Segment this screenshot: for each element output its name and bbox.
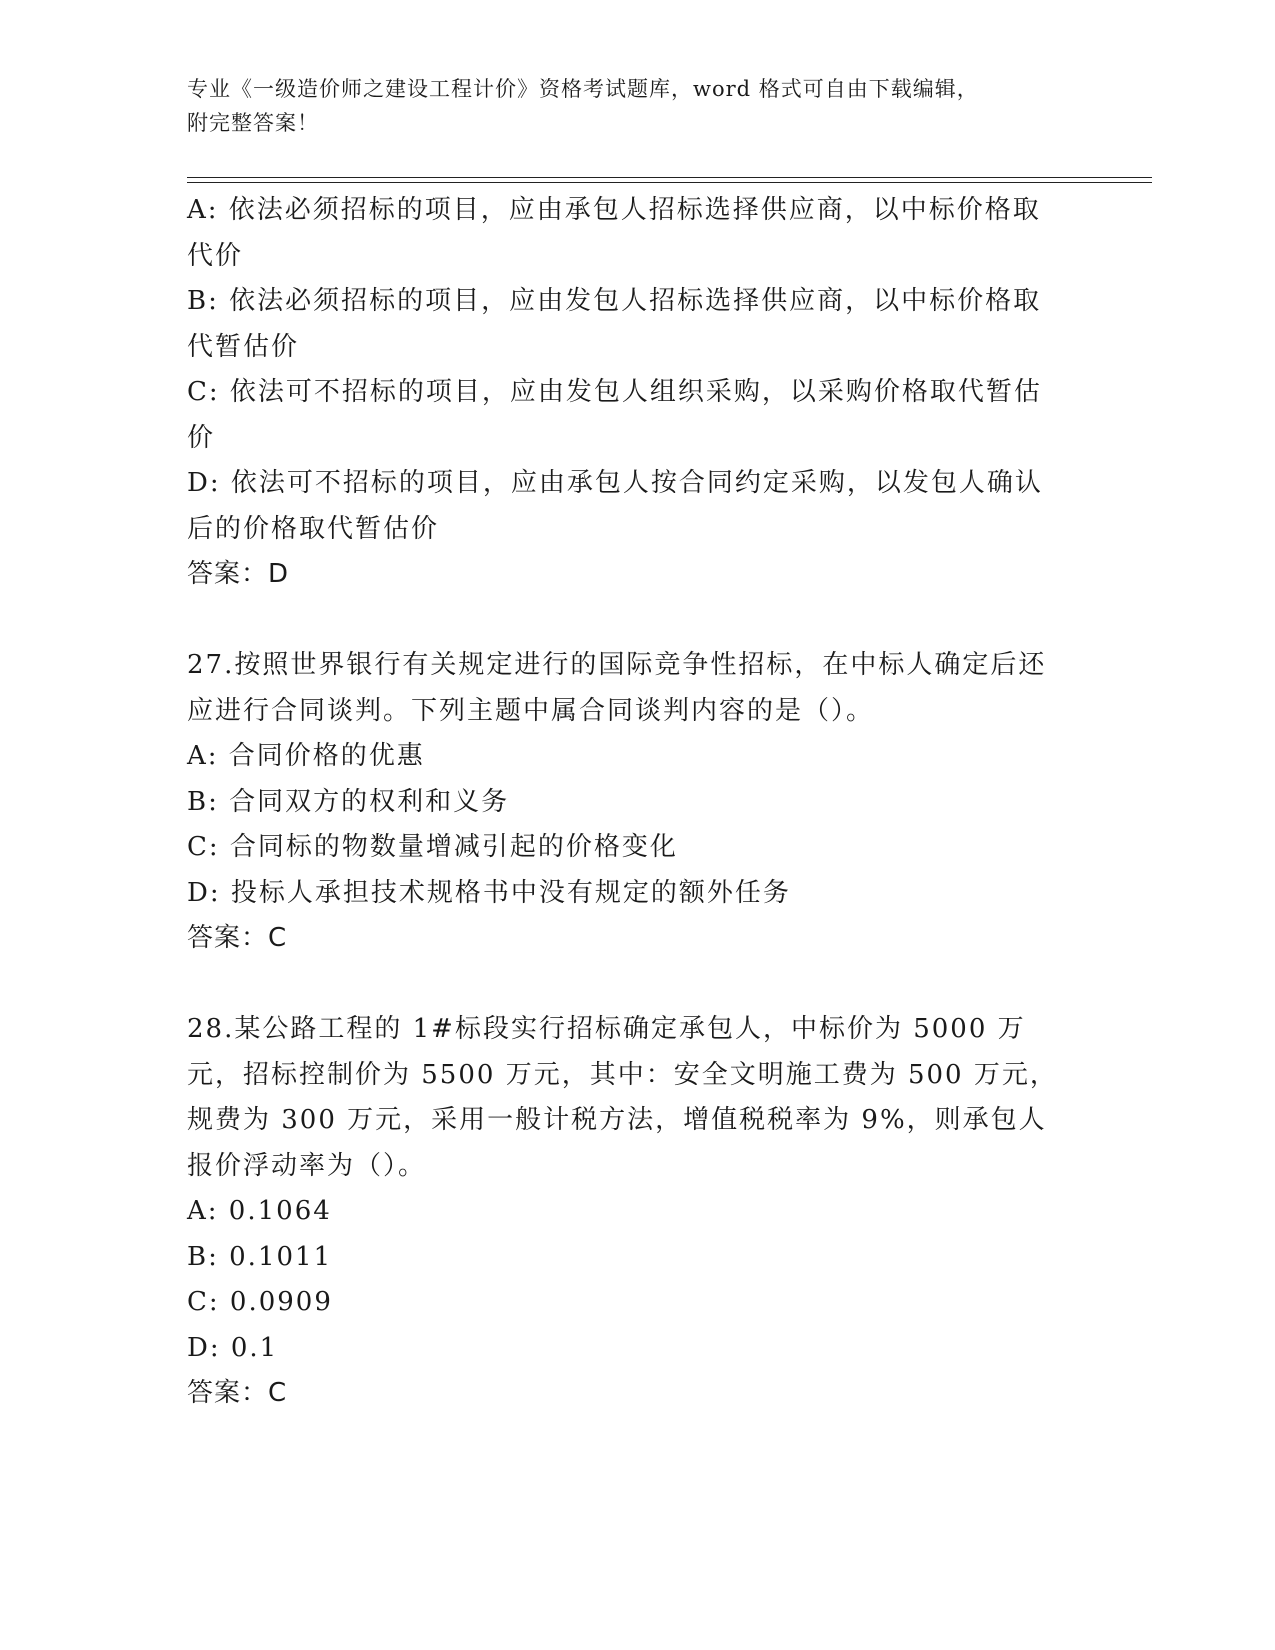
header-line-2: 附完整答案！ — [187, 111, 319, 135]
q26-option-a: A: 依法必须招标的项目，应由承包人招标选择供应商，以中标价格取代价 — [187, 195, 1041, 271]
header-divider-top — [187, 177, 1152, 178]
document-header — [187, 72, 1067, 140]
spacer — [187, 598, 1067, 644]
q26-option-d: D: 依法可不招标的项目，应由承包人按合同约定采购，以发包人确认后的价格取代暂估价 — [187, 468, 1043, 544]
q28-option-b: B: 0.1011 — [187, 1241, 333, 1272]
question-26-block — [187, 188, 1067, 598]
document-body — [187, 188, 1067, 1417]
q27-question: 27.按照世界银行有关规定进行的国际竞争性招标，在中标人确定后还应进行合同谈判。下列主题中属合同谈判内容的是（）。 — [187, 650, 1047, 726]
q28-answer: 答案：C — [187, 1378, 288, 1408]
q28-option-d: D: 0.1 — [187, 1332, 279, 1363]
q26-option-c: C: 依法可不招标的项目，应由发包人组织采购，以采购价格取代暂估价 — [187, 377, 1042, 453]
header-divider-bottom — [187, 182, 1152, 183]
q27-answer: 答案：C — [187, 923, 288, 953]
q28-option-c: C: 0.0909 — [187, 1287, 333, 1317]
spacer — [187, 962, 1067, 1008]
q28-option-a: A: 0.1064 — [187, 1196, 332, 1226]
q28-question: 28.某公路工程的 1#标段实行招标确定承包人，中标价为 5000 万元，招标控制价为 5500 万元，其中：安全文明施工费为 500 万元，规费为 300 万元，采用一般计税方法，增值税税率为 9%，则承包人报价浮动率为（）。 — [187, 1014, 1058, 1181]
q27-option-b: B: 合同双方的权利和义务 — [187, 786, 510, 817]
header-line-1: 专业《一级造价师之建设工程计价》资格考试题库，word 格式可自由下载编辑， — [187, 77, 979, 101]
q26-answer: 答案：D — [187, 559, 290, 589]
question-28-block — [187, 1007, 1067, 1417]
q27-option-a: A: 合同价格的优惠 — [187, 741, 425, 771]
q27-option-d: D: 投标人承担技术规格书中没有规定的额外任务 — [187, 877, 791, 908]
q27-option-c: C: 合同标的物数量增减引起的价格变化 — [187, 832, 678, 862]
question-27-block — [187, 643, 1067, 962]
q26-option-b: B: 依法必须招标的项目，应由发包人招标选择供应商，以中标价格取代暂估价 — [187, 286, 1042, 362]
